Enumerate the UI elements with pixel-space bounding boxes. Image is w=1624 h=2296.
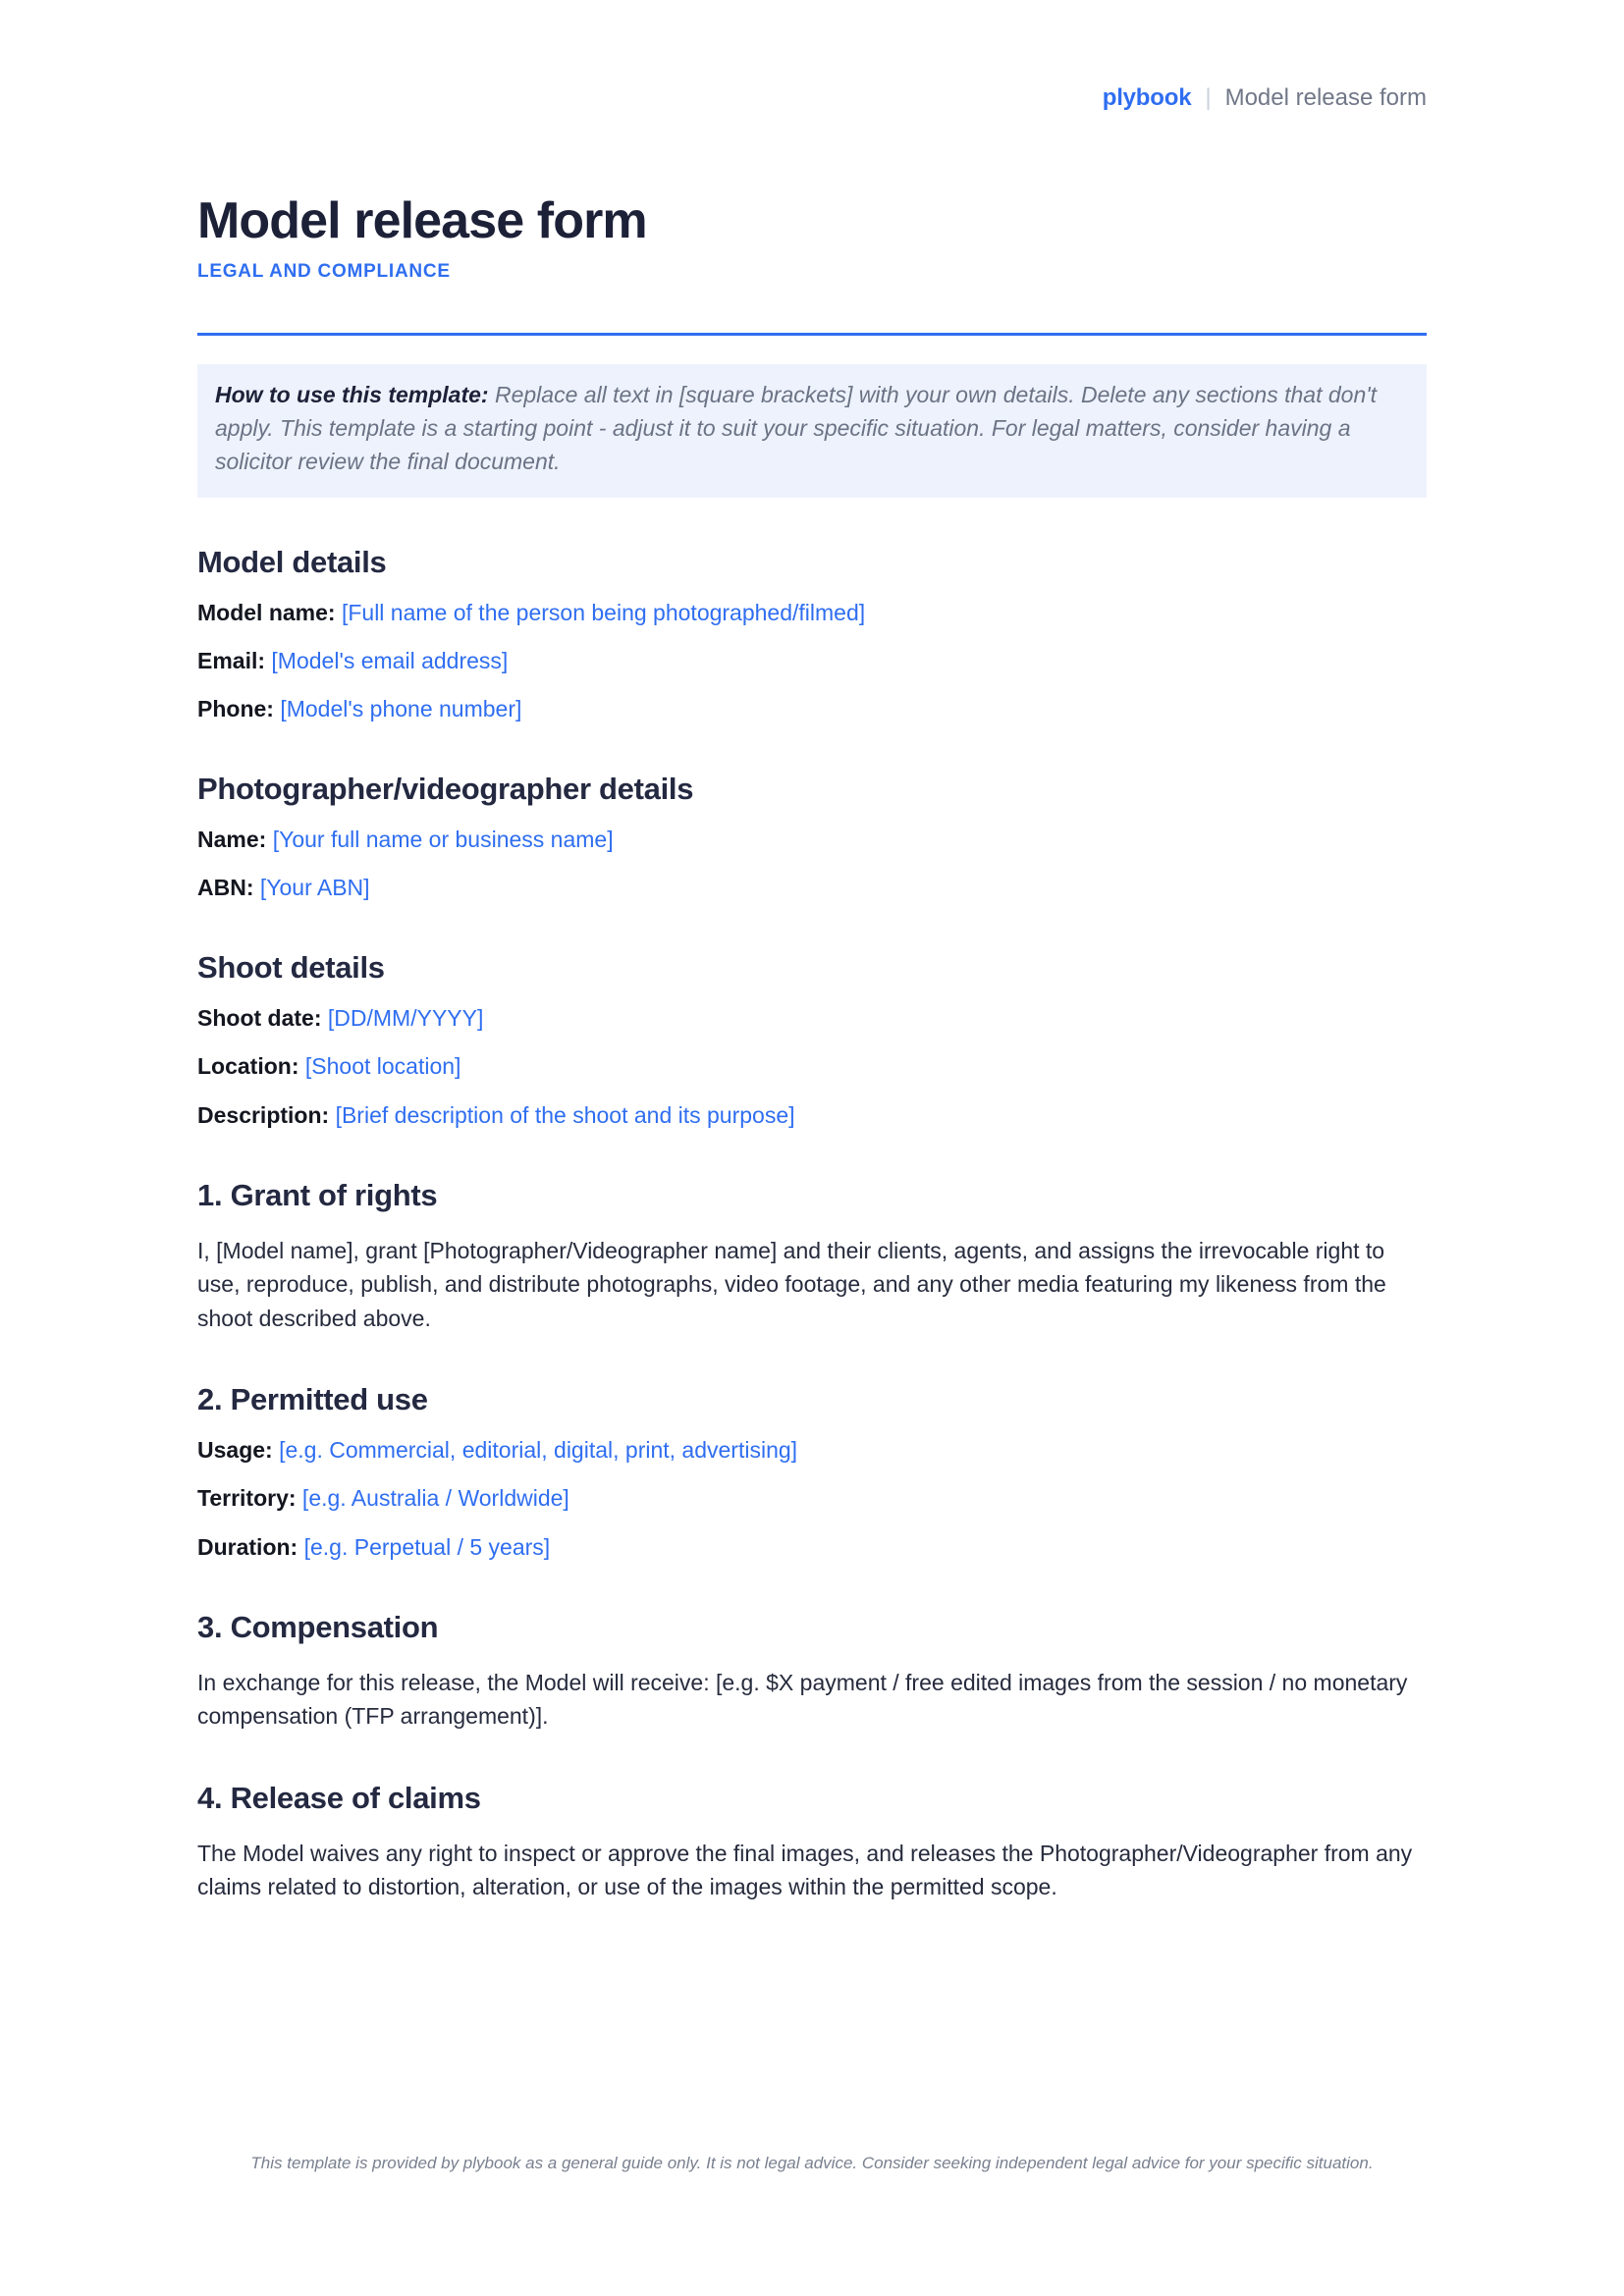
field-value: [e.g. Australia / Worldwide] <box>296 1485 569 1512</box>
section-title-model-details: Model details <box>197 544 387 579</box>
field-value: [Model's email address] <box>265 647 509 673</box>
field-label: Territory: <box>197 1485 297 1512</box>
paragraph-compensation: In exchange for this release, the Model will receive: [e.g. $X payment / free edited images from the session / no monetary compensation (TFP arrangement)]. <box>197 1669 1408 1730</box>
field-label: Model name: <box>197 599 336 625</box>
field-label: Shoot date: <box>197 1005 322 1032</box>
page-title: Model release form <box>197 192 647 249</box>
brand-name[interactable]: plybook <box>1102 84 1192 111</box>
title-divider <box>197 333 1427 336</box>
header-document-title: Model release form <box>1224 84 1427 111</box>
paragraph-release-of-claims: The Model waives any right to inspect or approve the final images, and releases the Photographer/Videographer from any claims related to distortion, alteration, or use of the images within the permitted scope. <box>197 1840 1413 1900</box>
field-label: Name: <box>197 827 267 853</box>
field-value: [Full name of the person being photographed/filmed] <box>335 599 866 625</box>
field-usage <box>197 1435 1427 1466</box>
field-value: [DD/MM/YYYY] <box>321 1005 484 1032</box>
field-photographer-abn <box>197 873 1427 903</box>
field-shoot-description <box>197 1100 1427 1131</box>
section-title-photographer-details: Photographer/videographer details <box>197 771 694 806</box>
section-title-compensation: 3. Compensation <box>197 1609 439 1644</box>
section-title-permitted-use: 2. Permitted use <box>197 1382 428 1417</box>
field-model-email <box>197 646 1427 676</box>
field-value: [Model's phone number] <box>273 695 522 721</box>
field-shoot-date <box>197 1003 1427 1034</box>
section-title-release-of-claims: 4. Release of claims <box>197 1780 481 1815</box>
field-shoot-location <box>197 1051 1427 1082</box>
field-model-phone <box>197 694 1427 724</box>
field-label: Location: <box>197 1053 299 1080</box>
paragraph-grant-of-rights: I, [Model name], grant [Photographer/Videographer name] and their clients, agents, and assigns the irrevocable right to use, reproduce, publish, and distribute photographs, video footage, and any other media featuring my likeness from the shoot described above. <box>197 1237 1386 1331</box>
field-photographer-name <box>197 825 1427 855</box>
how-to-use-callout <box>197 364 1427 497</box>
field-label: ABN: <box>197 875 254 901</box>
field-territory <box>197 1483 1427 1514</box>
field-label: Phone: <box>197 695 274 721</box>
field-value: [Your ABN] <box>253 875 370 901</box>
field-label: Duration: <box>197 1533 298 1560</box>
field-value: [Shoot location] <box>298 1053 461 1080</box>
field-model-name <box>197 598 1427 628</box>
field-duration <box>197 1532 1427 1563</box>
field-label: Usage: <box>197 1437 273 1464</box>
field-value: [Brief description of the shoot and its purpose] <box>329 1101 795 1128</box>
page-footer-disclaimer: This template is provided by plybook as a general guide only. It is not legal advice. Consider seeking independent legal advice for your specific situation. <box>250 2154 1374 2172</box>
page-category-kicker: LEGAL AND COMPLIANCE <box>197 261 451 283</box>
field-label: Email: <box>197 647 266 673</box>
callout-lead-label: How to use this template: <box>215 382 489 408</box>
brand-separator: | <box>1205 84 1212 111</box>
section-title-shoot-details: Shoot details <box>197 950 385 986</box>
field-label: Description: <box>197 1101 330 1128</box>
field-value: [e.g. Perpetual / 5 years] <box>298 1533 551 1560</box>
section-title-grant-of-rights: 1. Grant of rights <box>197 1177 438 1212</box>
document-content <box>197 0 1427 1904</box>
field-value: [Your full name or business name] <box>266 827 614 853</box>
field-value: [e.g. Commercial, editorial, digital, print, advertising] <box>272 1437 798 1464</box>
callout-body-text: Replace all text in [square brackets] with your own details. Delete any sections that don't apply. This template is a starting point - adjust it to suit your specific situation. For legal matters, consider having a solicitor review the final document. <box>215 382 1378 474</box>
